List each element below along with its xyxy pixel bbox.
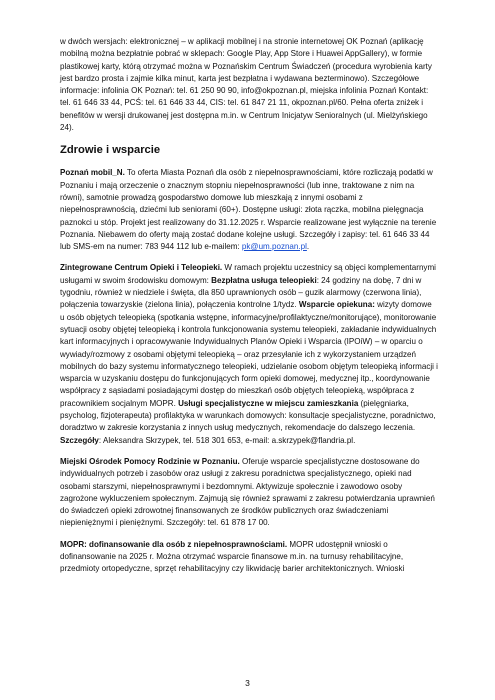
zcoit-specjalisci-label: Usługi specjalistyczne w miejscu zamieszkania: [178, 398, 359, 408]
zcoit-text-4: (pielęgniarka, psycholog, fizjoterapeuta) profilaktyka w warunkach domowych: konsultacje specjalistyczne, poradnictwo, doradztwo w zakresie korzystania z innych usług medycznych, rekomendacje do dalszego leczenia.: [60, 398, 436, 433]
mopr-heading: MOPR: dofinansowanie dla osób z niepełnosprawnościami.: [60, 539, 288, 549]
mobil-text: To oferta Miasta Poznań dla osób z niepełnosprawnościami, które rozliczają podatki w Poznaniu i mają orzeczenie o znacznym stopniu niepełnosprawności (lub inne, traktowane z nim na równi), samotnie prowadzą gospodarstwo domowe lub mieszkają z innymi osobami z niepełnosprawnością, dziećmi lub seniorami (60+). Dostępne usługi: złota rączka, mobilna pielęgnacja paznokci u stóp. Projekt jest realizowany do 31.12.2025 r. Wsparcie realizowane jest wyłącznie na terenie Poznania. Niebawem do oferty mają zostać dodane kolejne usługi. Szczegóły i zapisy: tel. 61 646 33 44 lub SMS-em na numer: 783 944 112 lub e-mailem:: [60, 168, 437, 252]
zcoit-opiekun-label: Wsparcie opiekuna:: [298, 300, 375, 310]
mobil-email-link[interactable]: pk@um.poznan.pl: [241, 242, 307, 252]
zcoit-szczegoly-label: Szczegóły: [60, 435, 99, 445]
zcoit-text-3: wizyty domowe u osób objętych teleopieką (spotkania wstępne, informacyjne/profilaktyczne/monitorujące), monitorowanie sytuacji osoby objętej teleopieką i kontrola funkcjonowania systemu teleopieki, zakładanie indywidualnych kart informacyjnych i opracowywanie Indywidualnych Planów Opieki i Wsparcia (IPOiW) – w oparciu o wywiady/rozmowy z osobami objętymi teleopieką – oraz przesyłanie ich z wykorzystaniem urządzeń mobilnych do bazy systemu informatycznego teleopieki, udzielanie osobom objętym teleopieką informacji i wsparcia w uzyskaniu dostępu do funkcjonujących form opieki domowej, medycznej itp., koordynowanie współpracy z sąsiadami posiadającymi dostęp do mieszkań osób objętych teleopieką, współpraca z pracownikiem socjalnym MOPR.: [60, 300, 438, 408]
zcoit-text-2: : 24 godziny na dobę, 7 dni w tygodniu, również w niedziele i święta, dla 850 uprawnionych osób – guzik alarmowy (czerwona linia), połączenia towarzyskie (zielona linia), połączenia kontrolne 1/tydz.: [60, 275, 422, 310]
mopr-text: MOPR udostępnił wnioski o dofinansowanie na 2025 r. Można otrzymać wsparcie finansowe m.in. na turnusy rehabilitacyjne, przedmioty ortopedyczne, sprzęt rehabilitacyjny czy likwidację barier architektonicznych. Wnioski: [60, 539, 405, 574]
intro-paragraph: w dwóch wersjach: elektronicznej – w aplikacji mobilnej i na stronie internetowej OK Poznań (aplikację mobilną można bezpłatnie pobrać w sklepach: Google Play, App Store i Huawei AppGallery), w formie plastikowej karty, którą otrzymać można w Poznańskim Centrum Świadczeń (procedura wyrobienia karty jest bardzo prosta i zajmie kilka minut, karta jest bezpłatna i wydawana bezterminowo). Szczegółowe informacje: infolinia OK Poznań: tel. 61 250 90 90, info@okpoznan.pl, miejska infolinia Poznań Kontakt: tel. 61 646 33 44, PCŚ: tel. 61 646 33 44, CIS: tel. 61 847 21 11, okpoznan.pl/60. Pełna oferta zniżek i benefitów w wersji drukowanej jest dostępna m.in. w Centrum Inicjatyw Senioralnych (ul. Mielżyńskiego 24).: [60, 37, 432, 133]
zcoit-text-5: : Aleksandra Skrzypek, tel. 518 301 653, e-mail: a.skrzypek@flandria.pl.: [98, 435, 356, 445]
zcoit-text-1: W ramach projektu uczestnicy są objęci komplementarnymi usługami w swoim środowisku domowym:: [60, 263, 436, 285]
mops-paragraph: [60, 456, 438, 530]
page-number: 3: [245, 678, 250, 688]
mops-heading: Miejski Ośrodek Pomocy Rodzinie w Poznaniu.: [60, 456, 240, 466]
section-title: Zdrowie i wsparcie: [60, 144, 161, 157]
zcoit-heading: Zintegrowane Centrum Opieki i Teleopieki.: [60, 263, 223, 273]
mobil-paragraph: [60, 167, 438, 253]
mops-text: Oferuje wsparcie specjalistyczne dostosowane do indywidualnych potrzeb i zasobów oraz usługi z zakresu poradnictwa specjalistycznego, opieki nad osobami starszymi, niepełnosprawnymi i bezdomnymi. Aktywizuje społecznie i zawodowo osoby zagrożone wykluczeniem społecznym. Zajmują się również sprawami z zakresu potwierdzania uprawnień do świadczeń opieki zdrowotnej finansowanych ze środków publicznych oraz świadczeniami niepieniężnymi i pieniężnymi. Szczegóły: tel. 61 878 17 00.: [60, 456, 435, 528]
page-content: [60, 36, 438, 585]
mopr-paragraph: [60, 539, 438, 576]
mobil-heading: Poznań mobil_N.: [60, 168, 125, 178]
zcoit-teleopieka-label: Bezpłatna usługa teleopieki: [211, 275, 317, 285]
mobil-end: .: [306, 242, 310, 252]
zcoit-paragraph: [60, 262, 438, 446]
